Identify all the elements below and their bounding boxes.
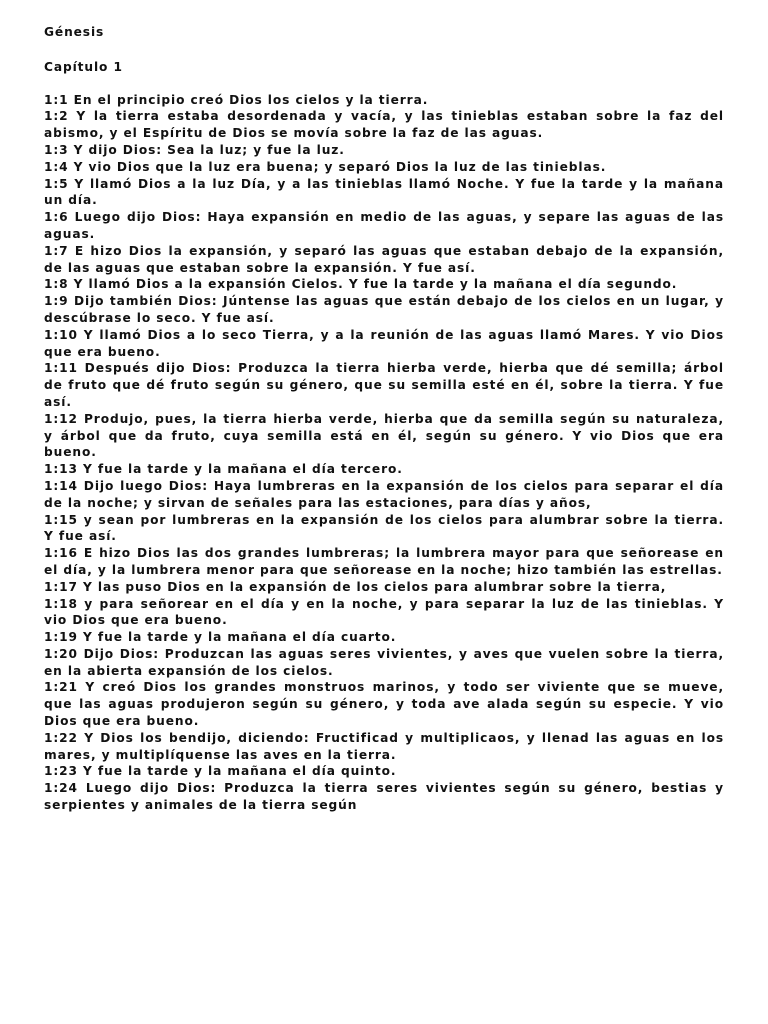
verse: 1:19 Y fue la tarde y la mañana el día cuarto. [44,630,397,645]
verse: 1:10 Y llamó Dios a lo seco Tierra, y a la reunión de las aguas llamó Mares. Y vio Dios que era bueno. [44,327,724,359]
verse: 1:6 Luego dijo Dios: Haya expansión en medio de las aguas, y separe las aguas de las aguas. [44,210,724,241]
verse: 1:3 Y dijo Dios: Sea la luz; y fue la luz. [44,142,345,157]
verse: 1:13 Y fue la tarde y la mañana el día tercero. [44,462,403,477]
verse: 1:12 Produjo, pues, la tierra hierba verde, hierba que da semilla según su naturaleza, y árbol que da fruto, cuya semilla está en él, según su género. Y vio Dios que era bueno. [44,411,724,460]
verse: 1:21 Y creó Dios los grandes monstruos marinos, y todo ser viviente que se mueve, que las aguas produjeron según su género, y toda ave alada según su especie. Y vio Dios que era bueno. [44,680,724,729]
verse: 1:22 Y Dios los bendijo, diciendo: Fructificad y multiplicaos, y llenad las aguas en los mares, y multiplíquense las aves en la tierra. [44,730,724,762]
verse: 1:14 Dijo luego Dios: Haya lumbreras en la expansión de los cielos para separar el día de la noche; y sirvan de señales para las estaciones, para días y años, [44,478,724,510]
verse: 1:1 En el principio creó Dios los cielos y la tierra. [44,92,429,107]
verse: 1:2 Y la tierra estaba desordenada y vacía, y las tinieblas estaban sobre la faz del abismo, y el Espíritu de Dios se movía sobre la faz de las aguas. [44,109,724,141]
verse: 1:17 Y las puso Dios en la expansión de los cielos para alumbrar sobre la tierra, [44,579,667,594]
verse: 1:16 E hizo Dios las dos grandes lumbreras; la lumbrera mayor para que señorease en el día, y la lumbrera menor para que señorease en la noche; hizo también las estrellas. [44,546,724,577]
verse: 1:20 Dijo Dios: Produzcan las aguas seres vivientes, y aves que vuelen sobre la tierra, en la abierta expansión de los cielos. [44,646,724,678]
verse-list [44,92,724,814]
document-page [44,24,724,814]
verse: 1:15 y sean por lumbreras en la expansión de los cielos para alumbrar sobre la tierra. Y fue así. [44,512,724,544]
verse: 1:11 Después dijo Dios: Produzca la tierra hierba verde, hierba que dé semilla; árbol de fruto que dé fruto según su género, que su semilla esté en él, sobre la tierra. Y fue así. [44,361,724,409]
verse: 1:24 Luego dijo Dios: Produzca la tierra seres vivientes según su género, bestias y serpientes y animales de la tierra según [44,781,724,813]
chapter-title: Capítulo 1 [44,59,123,74]
verse: 1:5 Y llamó Dios a la luz Día, y a las tinieblas llamó Noche. Y fue la tarde y la mañana un día. [44,176,724,208]
verse: 1:8 Y llamó Dios a la expansión Cielos. Y fue la tarde y la mañana el día segundo. [44,277,678,292]
verse: 1:23 Y fue la tarde y la mañana el día quinto. [44,764,397,779]
verse: 1:4 Y vio Dios que la luz era buena; y separó Dios la luz de las tinieblas. [44,159,607,174]
verse: 1:7 E hizo Dios la expansión, y separó las aguas que estaban debajo de la expansión, de las aguas que estaban sobre la expansión. Y fue así. [44,243,724,275]
verse: 1:9 Dijo también Dios: Júntense las aguas que están debajo de los cielos en un lugar, y descúbrase lo seco. Y fue así. [44,294,724,325]
verse: 1:18 y para señorear en el día y en la noche, y para separar la luz de las tinieblas. Y vio Dios que era bueno. [44,596,724,628]
book-title: Génesis [44,25,105,39]
